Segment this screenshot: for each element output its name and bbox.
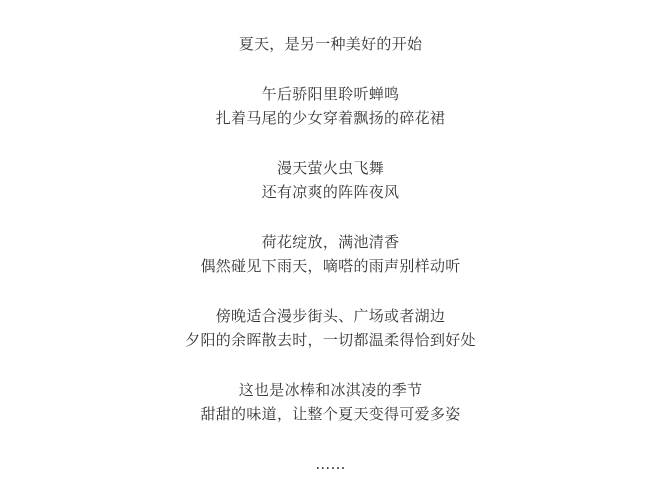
poem-title: 夏天，是另一种美好的开始 [238,35,423,53]
poem-ellipsis: …… [315,454,346,473]
poem-line: 午后骄阳里聆听蝉鸣 [261,84,400,103]
poem-line: 夕阳的余晖散去时，一切都温柔得恰到好处 [185,331,476,349]
poem-line: 荷花绽放，满池清香 [261,232,400,251]
poem-line: 还有凉爽的阵阵夜风 [261,183,400,201]
stanza-gap [0,205,661,230]
poem-line: 漫天萤火虫飞舞 [276,158,385,177]
poem-body [0,32,661,476]
poem-line: 偶然碰见下雨天，嘀嗒的雨声别样动听 [200,257,461,275]
poem-line: 傍晚适合漫步街头、广场或者湖边 [215,306,446,325]
poem-line: 甜甜的味道，让整个夏天变得可爱多姿 [200,405,461,423]
stanza-gap [0,279,661,304]
stanza-gap [0,131,661,156]
poem-line: 这也是冰棒和冰淇凌的季节 [238,380,423,399]
stanza-gap [0,427,661,452]
stanza-gap [0,57,661,82]
stanza-gap [0,353,661,378]
poem-line: 扎着马尾的少女穿着飘扬的碎花裙 [215,109,446,127]
